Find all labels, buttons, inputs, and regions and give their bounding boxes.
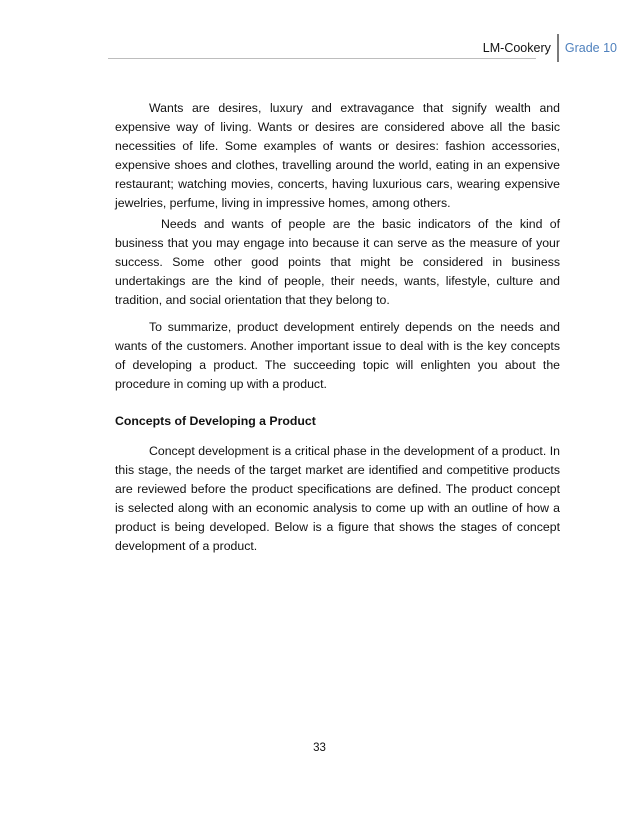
paragraph-wants: Wants are desires, luxury and extravagance that signify wealth and expensive way of living. Wants or desires are considered above all the basic necessities of life. Some examples of wants or desires: fashion accessories, expensive shoes and clothes, travelling around the world, eating in an expensive restaurant; watching movies, concerts, having luxurious cars, wearing expensive jewelries, perfume, living in impressive homes, among others. [115, 101, 560, 210]
page-body [115, 99, 560, 556]
header-rule [108, 58, 536, 59]
paragraph-concept-development: Concept development is a critical phase in the development of a product. In this stage, the needs of the target market are identified and competitive products are reviewed before the product specifications are defined. The product concept is selected along with an economic analysis to come up with an outline of how a product is being developed. Below is a figure that shows the stages of concept development of a product. [115, 444, 560, 553]
section-heading: Concepts of Developing a Product [115, 414, 316, 428]
page-number: 33 [313, 742, 326, 754]
header-grade-label: Grade 10 [564, 41, 617, 55]
paragraph-summary: To summarize, product development entirely depends on the needs and wants of the customers. Another important issue to deal with is the key concepts of developing a product. The succeeding topic will enlighten you about the procedure in coming up with a product. [115, 320, 560, 391]
paragraph-needs-and-wants: Needs and wants of people are the basic indicators of the kind of business that you may engage into because it can serve as the measure of your success. Some other good points that might be considered in business undertakings are the kind of people, their needs, wants, lifestyle, culture and tradition, and social orientation that they belong to. [115, 217, 560, 307]
header-module-title: LM-Cookery [482, 41, 551, 55]
